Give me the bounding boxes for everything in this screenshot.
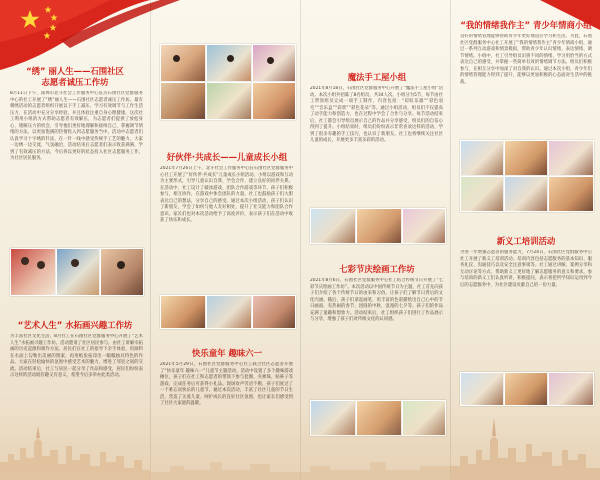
activity-photo — [310, 208, 356, 244]
activity-photo — [460, 372, 504, 406]
article-title-qingxu: “我的情绪我作主” 青少年情商小组 — [460, 20, 592, 30]
fold-line — [450, 0, 451, 480]
activity-photo — [548, 372, 594, 406]
activity-photo — [206, 82, 252, 120]
activity-photo — [548, 176, 594, 212]
fold-line — [300, 0, 301, 480]
activity-photo — [56, 248, 100, 296]
activity-photo — [460, 176, 504, 212]
article-body-xiuli: 8月11日下午，深圳市北斗社会工作服务中心驻点石围社区党群服务中心的社工开展了“绣”丽人生——石围社区志愿者诚压工作坊。最有刺绣活动的志愿者组织开展以下手工减压，学习有效调节与工作生活压力，在活动中充分分享经验，并且体验注重自身心理健康。这次社工利用小组的方式帮助志愿者有效解压，为志愿者们提供了放松身心、缓解压力的机会，引导他们更好地理解和接纳自己，掌握调节情绪的方法，以更加饱满的热情投入到志愿服务当中。活动中志愿者们认真学习十字绣的针法，在一针一线中感受传统手工艺的魅力。大家一边绣一边交流，气氛融洽，活动结束后志愿者们表示收获满满，学到了有效减压的方法，今后将以更好的状态投入社区志愿服务工作，为社区居民服务。 — [10, 91, 143, 161]
article-title-xiuli: “绣” 丽人生——石围社区 — [26, 66, 124, 76]
activity-photo — [548, 140, 594, 176]
activity-photo — [252, 295, 296, 329]
article-body-yishu: 为丰富社区文化生活，8月社工在石围社区党群服务中心开展了“艺术人生”水拓画兴趣工作坊。活动邀请了社区居民参与，由社工讲解水拓画的历史起源和制作方法，居民们在社工的指导下亲手体验，用颜料在水面上勾勒出美丽的图案，再用纸张拓印出一幅幅独具特色的作品。大家在轻松愉快的氛围中感受艺术的魅力，增进了邻里之间的交流。活动结束后，社工与居民一起分享了作品和感受，居民们纷纷表示这样的活动既有趣又有意义，希望今后多举办此类活动。 — [10, 334, 143, 378]
article-body-kuaile: 2021年5月29日，石围社区党群服务中心社工联合社区志愿者开展了“快乐童年 趣味六一”儿童节主题活动。活动中设置了多个趣味游戏摊位，孩子们在社工和志愿者的带领下参与套圈、夹弹珠、贴鼻子等游戏，完成任务后可获得小礼品。现场欢声笑语不断，孩子们度过了一个难忘而快乐的儿童节。通过本次活动，丰富了社区儿童的节日生活，营造了关爱儿童、呵护成长的良好社区氛围，也让家长们感受到了社区大家庭的温暖。 — [160, 362, 293, 406]
article-body-moshu: 2021年8月18日，石围社区党群服务中心开展了“魔法手工屋小组”活动。本次小组共招募了8名组员，共34人次。小组分为5节，每节由社工带领组员完成一项手工制作，内容包括：“彩虹乐器”“彩色羽毛”“音乐盒”“彩蛋”“彩色花朵”等。通过小组活动，组员们不仅提高了动手能力和创造力，也在过程中学会了合作与分享。每节活动结束后，社工都会引导组员展示自己的作品并分享感受，组员们的自信心得到了提升。小组结束时，组员们纷纷表示非常喜欢这样的活动，学到了很多有趣的手工技巧，也认识了新朋友。社工也将继续关注社区儿童的成长，开展更多丰富多彩的活动。 — [310, 86, 443, 143]
city-skyline-icon — [0, 420, 150, 480]
activity-photo — [252, 44, 296, 82]
city-skyline-icon — [450, 410, 600, 480]
activity-photo — [356, 400, 402, 436]
activity-photo — [206, 44, 252, 82]
activity-photo — [10, 248, 56, 296]
article-title-moshu: 魔法手工屋小组 — [347, 72, 407, 82]
activity-photo — [160, 295, 206, 329]
article-title-qicai: 七彩节庆绘画工作坊 — [339, 264, 415, 274]
activity-photo — [252, 82, 296, 120]
article-subtitle-xiuli: 志愿者诚压工作坊 — [41, 77, 109, 87]
article-body-xiuli-cont — [160, 10, 293, 44]
activity-photo — [160, 44, 206, 82]
article-title-yishu: “艺术人生” 水拓画兴趣工作坊 — [17, 320, 133, 330]
fold-line — [150, 0, 151, 480]
activity-photo — [160, 82, 206, 120]
article-body-qingxu: 良好的情绪管理能够帮助青少年更好地适应学习和生活。为此，石围社区党群服务中心社工开展了“我的情绪我作主”青少年情商小组，通过一系列互动游戏和情景模拟，帮助青少年认识情绪、表达情绪、调节情绪。小组中，社工引导组员识别不同的情绪，学习用恰当的方式表达自己的感受，并掌握一些简单有效的情绪调节方法。组员们积极参与，在相互分享中加深了对自我的认识。通过本次小组，青少年们的情绪管理能力得到了提升，能够以更加积极的心态面对生活中的挑战。 — [460, 34, 592, 85]
article-title-kuaile: 快乐童年 趣味六一 — [192, 348, 262, 358]
activity-photo — [100, 248, 144, 296]
article-title-haoban: 好伙伴·共成长——儿童成长小组 — [166, 152, 288, 162]
activity-photo — [504, 372, 548, 406]
activity-photo — [402, 208, 446, 244]
city-skyline-icon — [150, 440, 450, 480]
activity-photo — [206, 295, 252, 329]
activity-photo — [356, 208, 402, 244]
activity-photo — [460, 140, 504, 176]
activity-photo — [504, 176, 548, 212]
article-body-qicai: 2021年8月6日，石围社区党群服务中心社工结合传统节日开展了“七彩节庆绘画工作坊”。本次活动以中国传统节日为主题，社工首先向孩子们介绍了各个传统节日的由来和习俗，让孩子们了解节日背后的文化内涵。随后，孩子们拿起画笔，用丰富的色彩描绘出自己心中的节日画面，有热闹的春节、团圆的中秋、浪漫的七夕等。孩子们的作品充满了童趣和想象力。活动结束后，社工组织孩子们进行了作品展示与分享，增强了孩子们对传统文化的认同感。 — [310, 278, 443, 322]
activity-photo — [402, 400, 446, 436]
article-body-xinyi: 为进一步增强志愿者的服务能力，7月24日，石围社区党群服务中心社工开展了新义工培训活动。培训内容包括志愿服务的基本知识、服务礼仪、沟通技巧以及安全注意事项等。社工通过讲解、案例分享和互动讨论等方式，帮助新义工更好地了解志愿服务的意义和要求。参与培训的新义工们认真听讲，积极提问，表示将把所学知识运用到今后的志愿服务中，为社区建设贡献自己的一份力量。 — [460, 250, 592, 288]
activity-photo — [504, 140, 548, 176]
article-body-haoban: 2021年7月26日上午，北斗社会工作服务中心驻石围社区党群服务中心社工开展了“好伙伴·共成长”儿童成长小组活动。小组以游戏和互动为主要形式，引导儿童认识自我、学会合作、建立良好的同伴关系。在活动中，社工设计了破冰游戏、团队合作游戏等环节，孩子们积极参与，相互协作，在游戏中体会团队的力量。社工也鼓励孩子们大胆表达自己的想法，分享自己的感受。通过本次小组活动，孩子们认识了新朋友，学会了如何与他人友好相处，提升了社交能力和团队合作意识。家长们也对本次活动给予了高度评价，表示孩子们在活动中收获了快乐和成长。 — [160, 166, 293, 223]
activity-photo — [310, 400, 356, 436]
article-title-xinyi: 新义工培训活动 — [496, 236, 556, 246]
